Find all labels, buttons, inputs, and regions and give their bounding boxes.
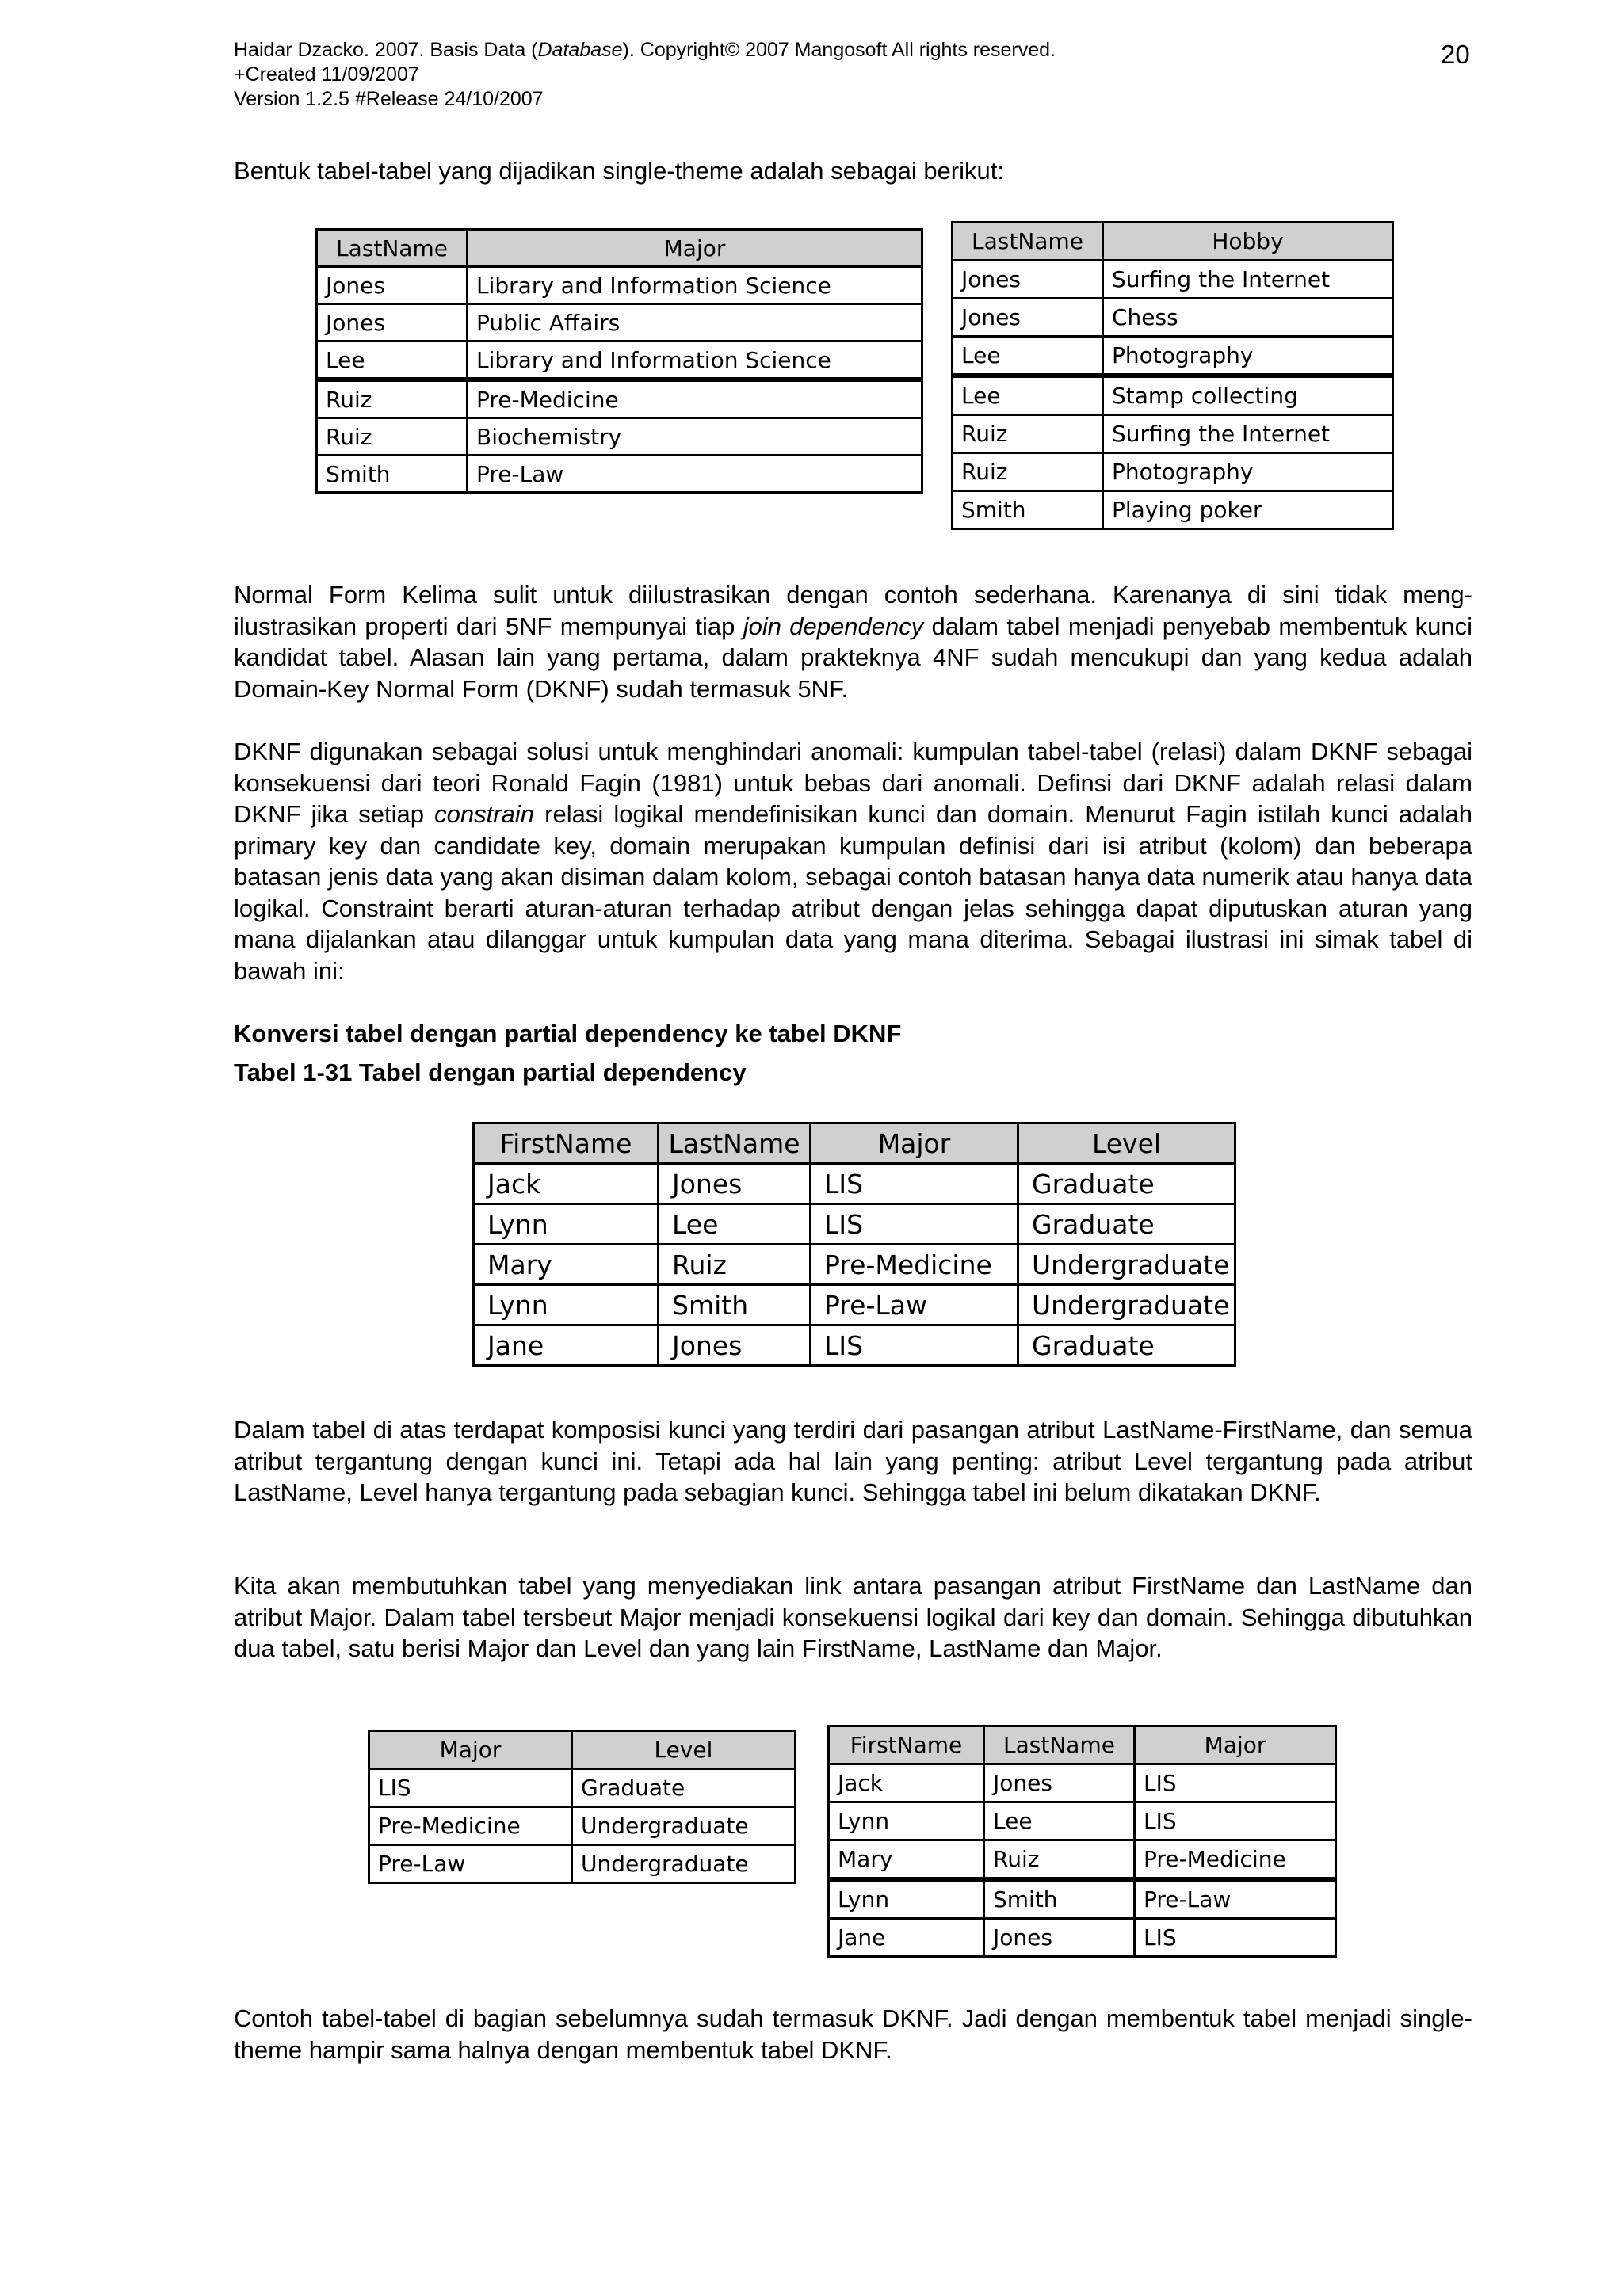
paragraph-partial-explanation: Dalam tabel di atas terdapat komposisi kunci yang terdiri dari pasangan atribut LastName-FirstName, dan semua atribut tergantung dengan kunci ini. Tetapi ada hal lain yang penting: atribut Level tergantung pada atribut LastName, Level hanya tergantung pada sebagian kunci. Sehingga tabel ini belum dikatakan DKNF. — [234, 1416, 1472, 1506]
table-cell: Stamp collecting — [1103, 376, 1393, 415]
table-header: Major — [468, 230, 922, 267]
table-row — [369, 1769, 796, 1807]
table-row — [474, 1204, 1235, 1245]
table-row — [317, 379, 922, 418]
table-cell: Jack — [829, 1764, 984, 1802]
table-cell: Undergraduate — [1018, 1285, 1235, 1325]
table-cell: Pre-Medicine — [369, 1807, 572, 1845]
table-cell: Lee — [659, 1204, 811, 1245]
table-header: LastName — [317, 230, 468, 267]
table-major-level — [368, 1730, 796, 1884]
table-cell: Lynn — [829, 1879, 984, 1919]
table-cell: LIS — [369, 1769, 572, 1807]
table-cell: Photography — [1103, 453, 1393, 491]
table-cell: Smith — [317, 456, 468, 493]
table-cell: Ruiz — [953, 415, 1103, 453]
table-cell: Ruiz — [317, 418, 468, 456]
paragraph-5nf: Normal Form Kelima sulit untuk diilustrasikan dengan contoh sederhana. Karenanya di sini tidak meng-ilustrasikan properti dari 5NF mempunyai tiap join dependency dalam tabel menjadi penyebab membentuk kunci kandidat tabel. Alasan lain yang pertama, dalam prakteknya 4NF sudah mencukupi dan yang kedua adalah Domain-Key Normal Form (DKNF) sudah termasuk 5NF. — [234, 581, 1472, 703]
table-cell: Biochemistry — [468, 418, 922, 456]
table-row — [317, 341, 922, 380]
table-header: LastName — [659, 1123, 811, 1164]
table-header: Level — [1018, 1123, 1235, 1164]
table-cell: LIS — [811, 1325, 1018, 1366]
table-cell: Pre-Law — [369, 1845, 572, 1883]
table-row — [317, 267, 922, 304]
table-row — [369, 1845, 796, 1883]
header-version: Version 1.2.5 #Release 24/10/2007 — [234, 88, 544, 110]
table-cell: Pre-Law — [1135, 1879, 1336, 1919]
table-row — [474, 1325, 1235, 1366]
table-cell: Graduate — [1018, 1204, 1235, 1245]
table-cell: Pre-Law — [811, 1285, 1018, 1325]
table-cell: Jack — [474, 1164, 659, 1204]
table-cell: Jones — [317, 304, 468, 341]
table-cell: Smith — [659, 1285, 811, 1325]
table-cell: Undergraduate — [572, 1845, 796, 1883]
table-name-major — [827, 1725, 1337, 1958]
table-cell: Chess — [1103, 299, 1393, 337]
table-cell: Ruiz — [984, 1840, 1135, 1880]
table-cell: Playing poker — [1103, 491, 1393, 529]
table-row — [317, 304, 922, 341]
table-header: Major — [369, 1731, 572, 1769]
table-header: LastName — [953, 223, 1103, 261]
table-cell: Jones — [953, 261, 1103, 299]
section-heading: Konversi tabel dengan partial dependency ke tabel DKNF — [234, 1020, 902, 1047]
table-cell: Surfing the Internet — [1103, 415, 1393, 453]
header-citation: Haidar Dzacko. 2007. Basis Data (Database). Copyright© 2007 Mangosoft All rights reserved. — [234, 39, 1056, 61]
table-cell: Ruiz — [659, 1245, 811, 1285]
table-row — [474, 1285, 1235, 1325]
table-cell: Lynn — [474, 1204, 659, 1245]
table-cell: Mary — [474, 1245, 659, 1285]
table-cell: Pre-Medicine — [1135, 1840, 1336, 1880]
paragraph-dknf-definition: DKNF digunakan sebagai solusi untuk menghindari anomali: kumpulan tabel-tabel (relasi) dalam DKNF sebagai konsekuensi dari teori Ronald Fagin (1981) untuk bebas dari anomali. Definsi dari DKNF adalah relasi dalam DKNF jika setiap constrain relasi logikal mendefinisikan kunci dan domain. Menurut Fagin istilah kunci adalah primary key dan candidate key, domain merupakan kumpulan definisi dari isi atribut (kolom) dan beberapa batasan jenis data yang akan disiman dalam kolom, sebagai contoh batasan hanya data numerik atau hanya data logikal. Constraint berarti aturan-aturan terhadap atribut dengan jelas sehingga dapat diputuskan aturan yang mana dijalankan atau dilanggar untuk kumpulan data yang mana diterima. Sebagai ilustrasi ini simak tabel di bawah ini: — [234, 738, 1472, 985]
paragraph-two-tables: Kita akan membutuhkan tabel yang menyediakan link antara pasangan atribut FirstName dan LastName dan atribut Major. Dalam tabel tersbeut Major menjadi konsekuensi logikal dari key dan domain. Sehingga dibutuhkan dua tabel, satu berisi Major dan Level dan yang lain FirstName, LastName dan Major. — [234, 1572, 1472, 1662]
table-cell: Library and Information Science — [468, 267, 922, 304]
table-header: Major — [1135, 1726, 1336, 1764]
table-cell: Lee — [953, 337, 1103, 376]
table-row — [953, 491, 1393, 529]
table-cell: Jones — [953, 299, 1103, 337]
table-row — [317, 456, 922, 493]
table-row — [474, 1245, 1235, 1285]
table-cell: Surfing the Internet — [1103, 261, 1393, 299]
table-row — [953, 299, 1393, 337]
table-header: LastName — [984, 1726, 1135, 1764]
table-cell: LIS — [811, 1164, 1018, 1204]
table-cell: Jane — [474, 1325, 659, 1366]
table-cell: Undergraduate — [1018, 1245, 1235, 1285]
table-row — [829, 1840, 1336, 1880]
table-cell: Graduate — [1018, 1164, 1235, 1204]
table-cell: Mary — [829, 1840, 984, 1880]
intro-paragraph: Bentuk tabel-tabel yang dijadikan single-theme adalah sebagai berikut: — [234, 157, 1004, 185]
table-cell: Smith — [953, 491, 1103, 529]
table-cell: Photography — [1103, 337, 1393, 376]
table-row — [317, 418, 922, 456]
table-caption: Tabel 1-31 Tabel dengan partial dependency — [234, 1058, 747, 1086]
table-cell: Library and Information Science — [468, 341, 922, 380]
table-header: Hobby — [1103, 223, 1393, 261]
table-cell: Public Affairs — [468, 304, 922, 341]
table-cell: Lee — [984, 1802, 1135, 1840]
table-lastname-major — [315, 228, 923, 494]
table-row — [474, 1164, 1235, 1204]
table-row — [369, 1807, 796, 1845]
table-row — [953, 337, 1393, 376]
table-cell: Jones — [659, 1164, 811, 1204]
table-row — [829, 1879, 1336, 1919]
table-cell: Jones — [659, 1325, 811, 1366]
table-row — [953, 261, 1393, 299]
running-header — [234, 38, 1056, 112]
table-cell: Ruiz — [953, 453, 1103, 491]
table-cell: LIS — [811, 1204, 1018, 1245]
page-number: 20 — [1441, 40, 1470, 69]
header-created: +Created 11/09/2007 — [234, 63, 419, 86]
table-cell: Graduate — [572, 1769, 796, 1807]
table-cell: Jones — [317, 267, 468, 304]
table-row — [953, 453, 1393, 491]
table-cell: Lee — [317, 341, 468, 380]
table-row — [829, 1802, 1336, 1840]
table-header: Major — [811, 1123, 1018, 1164]
table-cell: Jones — [984, 1919, 1135, 1957]
paragraph-conclusion: Contoh tabel-tabel di bagian sebelumnya sudah termasuk DKNF. Jadi dengan membentuk tabel menjadi single-theme hampir sama halnya dengan membentuk tabel DKNF. — [234, 2004, 1472, 2064]
table-row — [953, 415, 1393, 453]
table-cell: Pre-Medicine — [811, 1245, 1018, 1285]
table-cell: Pre-Law — [468, 456, 922, 493]
table-cell: Smith — [984, 1879, 1135, 1919]
table-cell: Undergraduate — [572, 1807, 796, 1845]
table-cell: Lee — [953, 376, 1103, 415]
table-row — [953, 376, 1393, 415]
table-cell: Ruiz — [317, 379, 468, 418]
table-cell: LIS — [1135, 1919, 1336, 1957]
table-cell: Pre-Medicine — [468, 379, 922, 418]
table-cell: Lynn — [474, 1285, 659, 1325]
table-partial-dependency — [472, 1122, 1236, 1367]
table-cell: Jones — [984, 1764, 1135, 1802]
table-row — [829, 1919, 1336, 1957]
table-lastname-hobby — [951, 221, 1394, 530]
table-cell: Graduate — [1018, 1325, 1235, 1366]
table-cell: Lynn — [829, 1802, 984, 1840]
table-cell: LIS — [1135, 1764, 1336, 1802]
table-cell: LIS — [1135, 1802, 1336, 1840]
table-header: FirstName — [474, 1123, 659, 1164]
table-cell: Jane — [829, 1919, 984, 1957]
table-row — [829, 1764, 1336, 1802]
table-header: Level — [572, 1731, 796, 1769]
table-header: FirstName — [829, 1726, 984, 1764]
